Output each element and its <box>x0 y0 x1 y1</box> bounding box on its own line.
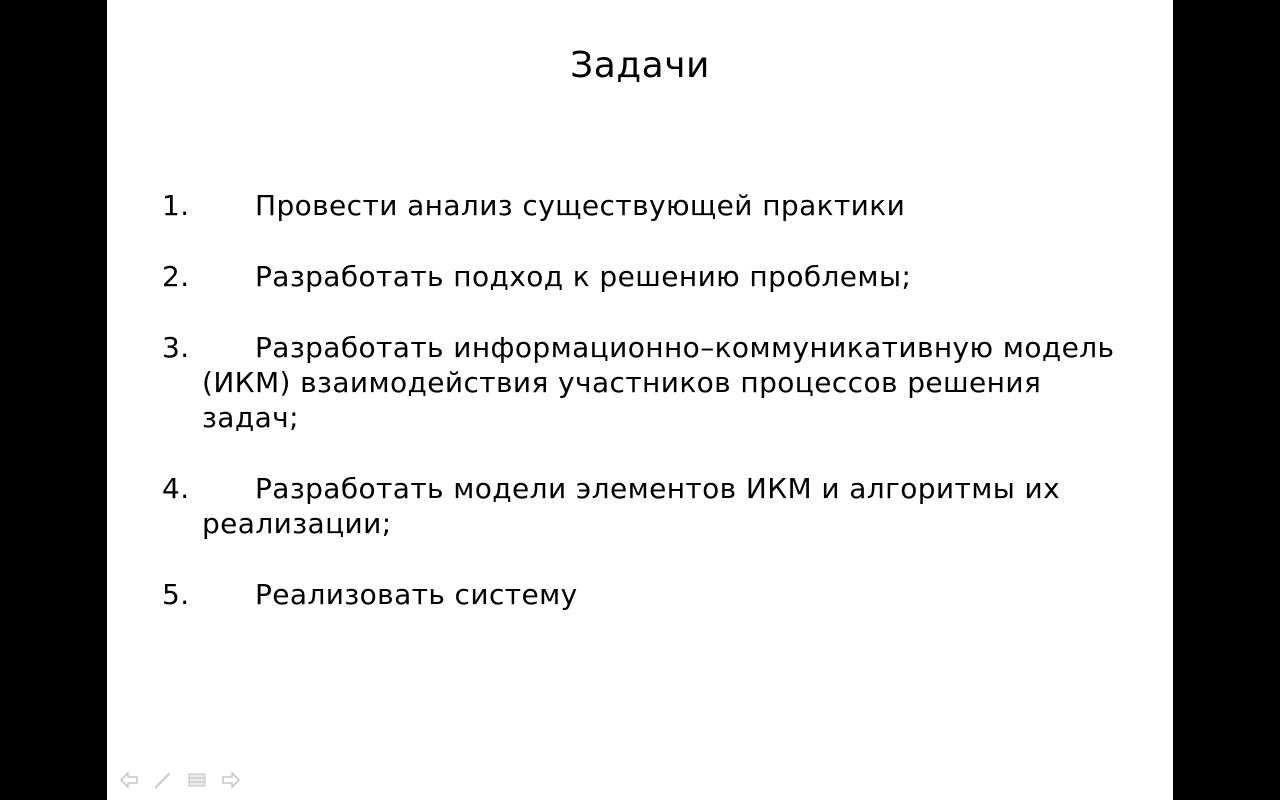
list-item <box>162 471 1147 541</box>
next-slide-button[interactable] <box>219 768 243 792</box>
pen-tool-button[interactable] <box>151 768 175 792</box>
pen-icon <box>153 770 173 790</box>
slide-title: Задачи <box>570 45 710 86</box>
list-item-text: Разработать информационно–коммуникативную модель (ИКМ) взаимодействия участников процессов решения задач; <box>202 331 1115 434</box>
list-item-number: 4. <box>162 472 190 505</box>
list-item-text: Разработать подход к решению проблемы; <box>255 260 912 293</box>
list-item <box>162 577 1147 612</box>
list-item-number: 2. <box>162 260 190 293</box>
list-item <box>162 330 1147 435</box>
previous-slide-button[interactable] <box>117 768 141 792</box>
list-item <box>162 259 1147 294</box>
list-item-number: 1. <box>162 189 190 222</box>
list-item-number: 5. <box>162 578 190 611</box>
slide-menu-button[interactable] <box>185 768 209 792</box>
list-item-text: Разработать модели элементов ИКМ и алгоритмы их реализации; <box>202 472 1061 540</box>
task-list <box>162 188 1147 648</box>
slide <box>107 0 1173 800</box>
list-item-number: 3. <box>162 331 190 364</box>
list-item-text: Провести анализ существующей практики <box>255 189 906 222</box>
list-item-text: Реализовать систему <box>255 578 578 611</box>
menu-icon <box>187 772 207 788</box>
arrow-left-icon <box>119 771 139 789</box>
arrow-right-icon <box>221 771 241 789</box>
list-item <box>162 188 1147 223</box>
slide-navigation-bar <box>117 768 243 792</box>
